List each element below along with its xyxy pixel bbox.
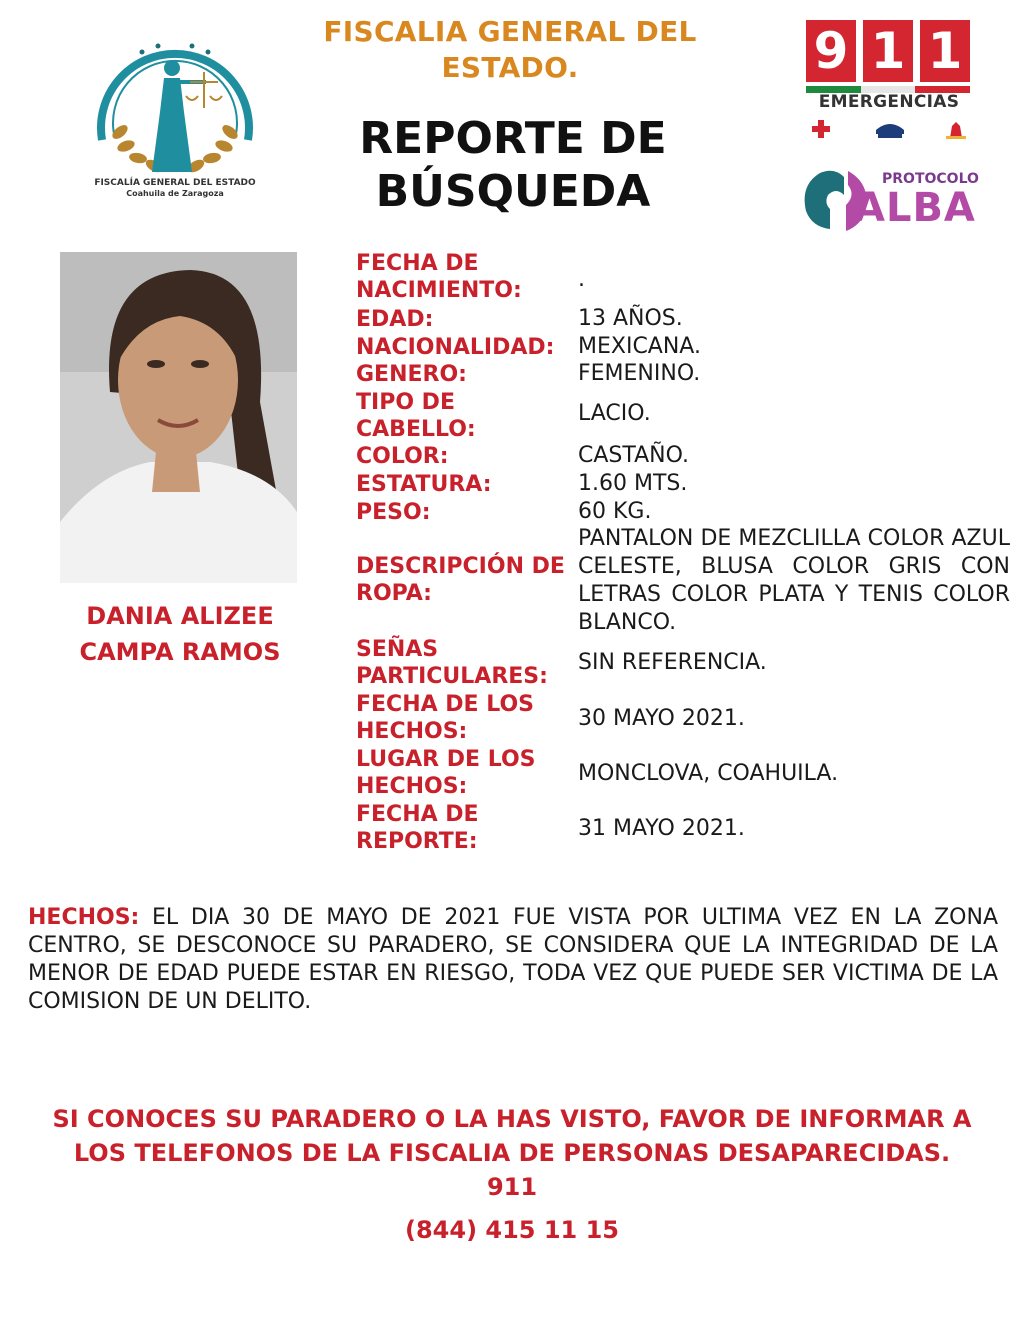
fiscalia-seal-logo [80, 22, 270, 202]
value-nacionalidad: MEXICANA. [578, 334, 701, 359]
value-edad: 13 AÑOS. [578, 306, 683, 331]
label-fecha-reporte: FECHA DE REPORTE: [356, 802, 479, 854]
digit-1a: 1 [863, 20, 913, 82]
value-ropa: PANTALON DE MEZCLILLA COLOR AZUL CELESTE, BLUSA COLOR GRIS CON LETRAS COLOR PLATA Y TENIS COLOR BLANCO. [578, 526, 1010, 635]
digit-1b: 1 [920, 20, 970, 82]
label-color: COLOR: [356, 444, 449, 469]
label-ropa: DESCRIPCIÓN DE ROPA: [356, 554, 565, 606]
label-nacionalidad: NACIONALIDAD: [356, 335, 555, 360]
label-fecha-nacimiento: FECHA DE NACIMIENTO: [356, 251, 522, 303]
value-fecha-hechos: 30 MAYO 2021. [578, 706, 745, 731]
value-senas: SIN REFERENCIA. [578, 650, 767, 675]
police-cap-icon [876, 124, 904, 138]
justice-scale-icon [80, 22, 270, 202]
value-color: CASTAÑO. [578, 443, 690, 468]
label-genero: GENERO: [356, 362, 467, 387]
agency-title: FISCALIA GENERAL DEL ESTADO. [323, 15, 697, 84]
value-lugar-hechos: MONCLOVA, COAHUILA. [578, 761, 839, 786]
seal-subcaption: Coahuila de Zaragoza [126, 189, 224, 198]
footer-phone: (844) 415 11 15 [405, 1216, 619, 1244]
footer-call-text: SI CONOCES SU PARADERO O LA HAS VISTO, FAVOR DE INFORMAR A LOS TELEFONOS DE LA FISCALIA DE PERSONAS DESAPARECIDAS. [52, 1105, 972, 1167]
alba-label: ALBA [854, 185, 976, 231]
protocolo-label: PROTOCOLO [882, 171, 979, 187]
emergencias-label: EMERGENCIAS [818, 92, 960, 112]
label-senas: SEÑAS PARTICULARES: [356, 637, 548, 689]
value-estatura: 1.60 MTS. [578, 471, 688, 496]
hechos-text: EL DIA 30 DE MAYO DE 2021 FUE VISTA POR ULTIMA VEZ EN LA ZONA CENTRO, SE DESCONOCE SU PARADERO, SE CONSIDERA QUE LA INTEGRIDAD DE LA MENOR DE EDAD PUEDE ESTAR EN RIESGO, TODA VEZ QUE PUEDE SER VICTIMA DE LA COMISION DE UN DELITO. [28, 905, 998, 1014]
label-fecha-hechos: FECHA DE LOS HECHOS: [356, 692, 535, 744]
digit-9: 9 [806, 20, 856, 82]
hechos-paragraph [28, 904, 998, 1016]
hechos-label: HECHOS: [28, 905, 140, 930]
report-title: REPORTE DE BÚSQUEDA [359, 113, 667, 217]
label-edad: EDAD: [356, 307, 434, 332]
label-peso: PESO: [356, 500, 431, 525]
value-fecha-reporte: 31 MAYO 2021. [578, 816, 745, 841]
label-estatura: ESTATURA: [356, 472, 492, 497]
medical-cross-icon [812, 120, 830, 138]
emergency-911-logo [806, 20, 972, 140]
emergency-icons [806, 116, 972, 140]
person-name: DANIA ALIZEE CAMPA RAMOS [79, 602, 281, 666]
value-peso: 60 KG. [578, 499, 652, 524]
value-tipo-cabello: LACIO. [578, 401, 651, 426]
person-photo [60, 252, 297, 583]
seal-caption: FISCALÍA GENERAL DEL ESTADO [94, 178, 256, 188]
value-fecha-nacimiento: . [578, 267, 585, 292]
footer-911: 911 [486, 1173, 538, 1201]
fire-icon [946, 122, 966, 139]
label-tipo-cabello: TIPO DE CABELLO: [356, 390, 476, 442]
value-genero: FEMENINO. [578, 361, 701, 386]
label-lugar-hechos: LUGAR DE LOS HECHOS: [356, 747, 536, 799]
protocolo-alba-logo [800, 165, 990, 235]
footer-call-to-action [30, 1102, 994, 1204]
